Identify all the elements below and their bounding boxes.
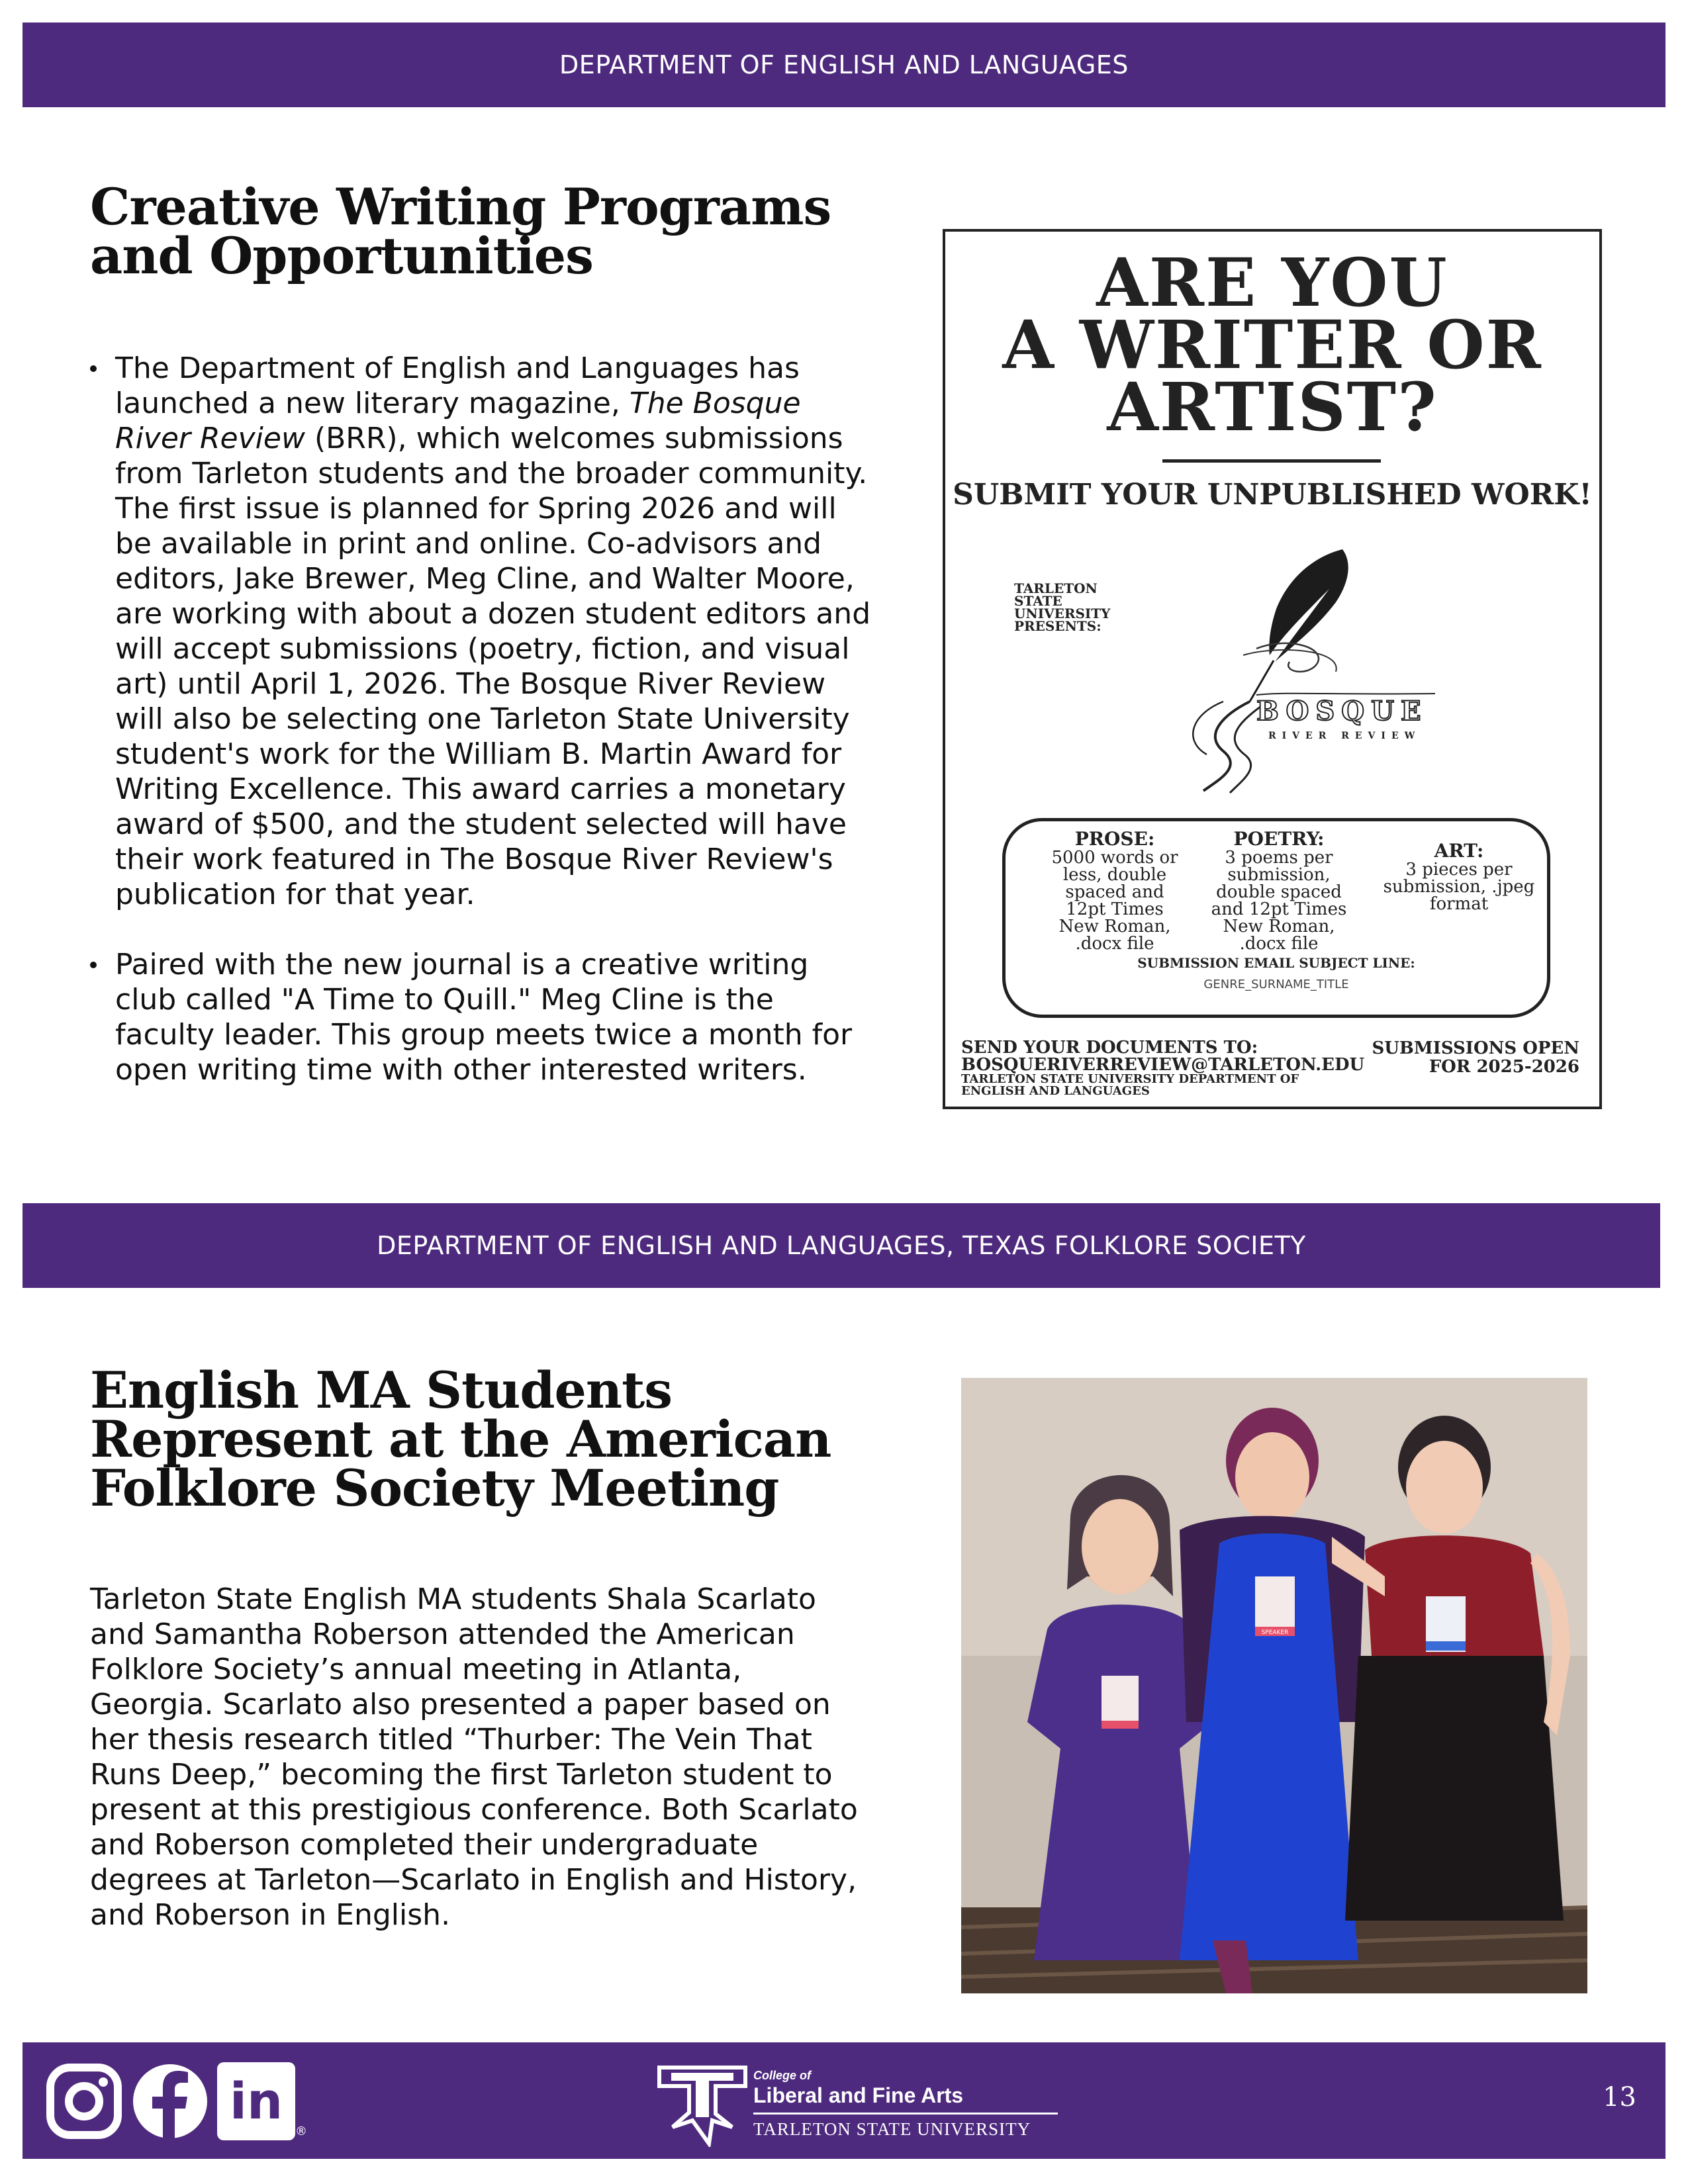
bullet-text: Paired with the new journal is a creative writing club called "A Time to Quill." Meg Cline is the faculty leader. This group meets twice a month for open writing time with other interested writers. [115, 948, 853, 1087]
section-band [23, 1203, 1660, 1288]
list-item [90, 351, 871, 912]
bullet-dot [90, 962, 97, 968]
header-band [23, 23, 1665, 107]
prose-body: 5000 words or less, double spaced and 12pt Times New Roman, .docx file [1051, 848, 1178, 954]
creative-writing-list [90, 351, 871, 1122]
prose-column [1045, 829, 1184, 952]
requirements-box [1002, 818, 1550, 1018]
logo-name: BOSQUE [1256, 696, 1428, 727]
poster-presents: TARLETON STATE UNIVERSITY PRESENTS: [1014, 580, 1111, 634]
folklore-paragraph: Tarleton State English MA students Shala Scarlato and Samantha Roberson attended the American Folklore Society’s annual meeting in Atlanta, Georgia. Scarlato also presented a paper based on her thesis research titled “Thurber: The Vein That Runs Deep,” becoming the first Tarleton student to present at this prestigious conference. Both Scarlato and Roberson completed their undergraduate degrees at Tarleton—Scarlato in English and History, and Roberson in English. [90, 1582, 858, 1932]
prose-heading: PROSE: [1074, 828, 1155, 850]
linkedin-text: in [229, 2071, 283, 2130]
poster-title-line: ARE YOU [1096, 244, 1448, 322]
send-label: SEND YOUR DOCUMENTS TO: [961, 1038, 1258, 1058]
bullet-text-part: The Department of English and Languages has launched a new literary magazine, [115, 351, 800, 420]
list-item [90, 947, 871, 1087]
tarleton-t-logo-icon [653, 2054, 752, 2147]
college-name: Liberal and Fine Arts [753, 2083, 964, 2107]
subject-line-value: GENRE_SURNAME_TITLE [1203, 978, 1349, 991]
magazine-title: The Bosque River Review [115, 387, 801, 455]
subject-line-label: SUBMISSION EMAIL SUBJECT LINE: [1137, 955, 1415, 971]
submission-email: BOSQUERIVERREVIEW@TARLETON.EDU [961, 1055, 1365, 1075]
college-of-label: College of [753, 2069, 812, 2082]
header-band-label: DEPARTMENT OF ENGLISH AND LANGUAGES [559, 50, 1129, 79]
poetry-body: 3 poems per submission, double spaced and 12pt Times New Roman, .docx file [1211, 848, 1347, 954]
bullet-text-part: (BRR), which welcomes submissions from Tarleton students and the broader community. The first issue is planned for Spring 2026 and will be available in print and online. Co-advisors and editors, Jake Brewer, Meg Cline, and Walter Moore, are working with about a dozen student editors and will accept submissions (poetry, fiction, and visual art) until April 1, 2026. The Bosque River Review will also be selecting one Tarleton State University student's work for the William B. Martin Award for Writing Excellence. This award carries a monetary award of $500, and the student selected will have their work featured in The Bosque River Review's publication for that year. [115, 422, 871, 911]
submissions-open [1368, 1039, 1579, 1076]
submission-poster [943, 229, 1602, 1109]
students-photo [961, 1378, 1587, 1993]
quill-logo-icon [1091, 536, 1462, 801]
poetry-column [1209, 829, 1348, 952]
bullet-dot [90, 365, 97, 372]
college-divider [753, 2113, 1058, 2115]
poetry-heading: POETRY: [1233, 828, 1325, 850]
art-heading: ART: [1434, 840, 1484, 862]
art-body: 3 pieces per submission, .jpeg format [1383, 860, 1535, 914]
logo-sub: RIVER REVIEW [1268, 731, 1421, 741]
linkedin-icon[interactable] [217, 2062, 295, 2140]
poster-title-line: A WRITER OR [1002, 306, 1542, 384]
facebook-icon[interactable] [131, 2062, 209, 2140]
registered-mark: ® [295, 2124, 307, 2138]
section-band-label: DEPARTMENT OF ENGLISH AND LANGUAGES, TEXAS FOLKLORE SOCIETY [377, 1231, 1306, 1260]
footer [23, 2042, 1665, 2159]
poster-dept: TARLETON STATE UNIVERSITY DEPARTMENT OF ENGLISH AND LANGUAGES [961, 1072, 1299, 1098]
send-to [961, 1038, 1365, 1075]
section-title-folklore: English MA Students Represent at the American Folklore Society Meeting [90, 1361, 831, 1518]
poster-title-line: ARTIST? [1107, 368, 1438, 446]
page-number: 13 [1603, 2082, 1636, 2113]
art-column [1376, 841, 1542, 913]
instagram-icon[interactable] [45, 2062, 123, 2140]
poster-divider [1162, 459, 1381, 463]
speaker-badge-tag: SPEAKER [1261, 1629, 1289, 1636]
section-title-creative-writing: Creative Writing Programs and Opportunities [90, 177, 831, 285]
group-photo-illustration [961, 1378, 1587, 1993]
open-line: FOR 2025-2026 [1429, 1057, 1579, 1077]
open-line: SUBMISSIONS OPEN [1372, 1038, 1579, 1058]
university-name: TARLETON STATE UNIVERSITY [753, 2119, 1031, 2139]
poster-title [945, 244, 1599, 446]
poster-subtitle: SUBMIT YOUR UNPUBLISHED WORK! [953, 478, 1592, 512]
